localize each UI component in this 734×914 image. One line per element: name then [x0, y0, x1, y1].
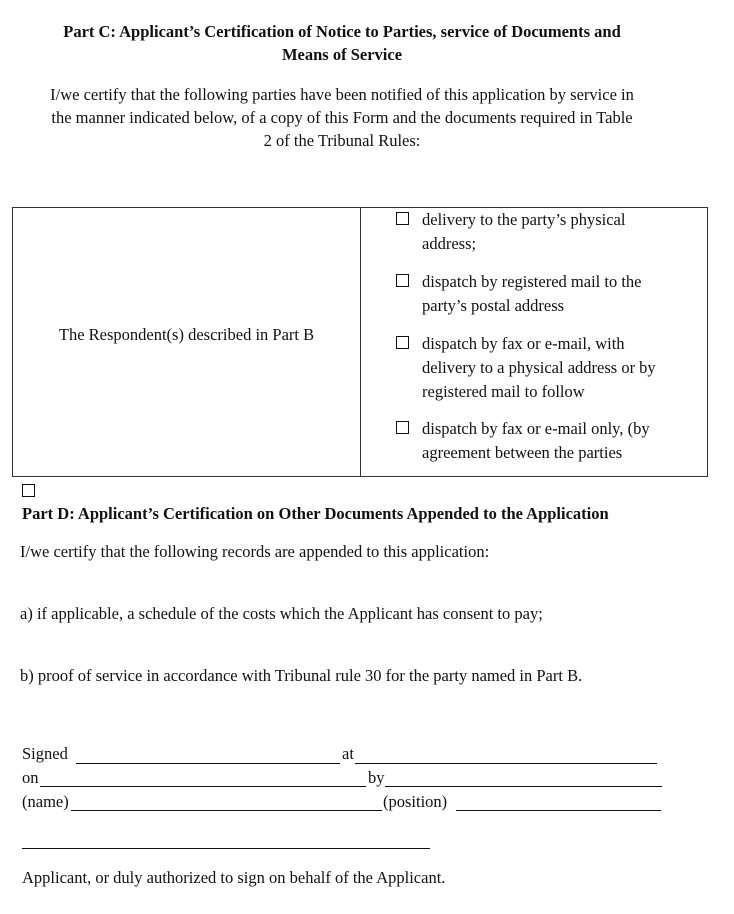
service-option-label: dispatch by fax or e-mail only, (by agreement between the parties: [422, 419, 650, 462]
service-option-physical[interactable]: [396, 208, 696, 256]
signature-footer: Applicant, or duly authorized to sign on behalf of the Applicant.: [22, 868, 446, 887]
part-c-intro-line1: I/we certify that the following parties have been notified of this application by service in: [50, 85, 634, 104]
part-c-intro-line2: the manner indicated below, of a copy of this Form and the documents required in Table: [51, 108, 633, 127]
respondent-cell: The Respondent(s) described in Part B: [58, 325, 315, 344]
by-line[interactable]: [385, 786, 662, 787]
by-label: by: [368, 768, 385, 787]
on-label: on: [22, 768, 39, 787]
part-c-intro: [22, 83, 662, 152]
part-d-title: Part D: Applicant’s Certification on Other Documents Appended to the Application: [22, 504, 609, 523]
service-table: [12, 207, 708, 477]
checkbox[interactable]: [396, 274, 409, 287]
part-d-item-a: a) if applicable, a schedule of the costs which the Applicant has consent to pay;: [20, 604, 543, 623]
at-line[interactable]: [355, 763, 657, 764]
checkbox[interactable]: [396, 421, 409, 434]
applicant-signature-line[interactable]: [22, 848, 430, 849]
part-c-title-line1: Part C: Applicant’s Certification of Notice to Parties, service of Documents and: [63, 22, 621, 41]
name-label: (name): [22, 792, 69, 811]
service-option-fax-with-delivery[interactable]: [396, 332, 696, 404]
position-label: (position): [383, 792, 448, 811]
position-line[interactable]: [456, 810, 661, 811]
table-divider: [360, 208, 361, 476]
checkbox[interactable]: [396, 212, 409, 225]
part-c-title: [0, 20, 684, 66]
name-line[interactable]: [71, 810, 382, 811]
service-option-registered-mail[interactable]: [396, 270, 696, 318]
part-c-intro-line3: 2 of the Tribunal Rules:: [263, 131, 421, 150]
service-option-fax-only[interactable]: [396, 417, 696, 465]
service-option-label: dispatch by fax or e-mail, with delivery to a physical address or by registered mail to follow: [422, 334, 656, 401]
at-label: at: [342, 744, 354, 763]
part-d-item-b: b) proof of service in accordance with Tribunal rule 30 for the party named in Part B.: [20, 666, 583, 685]
signed-label: Signed: [22, 744, 68, 763]
part-c-title-line2: Means of Service: [281, 45, 403, 64]
service-option-label: dispatch by registered mail to the party’s postal address: [422, 272, 642, 315]
signed-line[interactable]: [76, 763, 340, 764]
checkbox[interactable]: [396, 336, 409, 349]
part-d-checkbox[interactable]: [22, 484, 35, 497]
service-option-label: delivery to the party’s physical address;: [422, 210, 626, 253]
on-line[interactable]: [40, 786, 366, 787]
part-d-intro: I/we certify that the following records are appended to this application:: [20, 542, 490, 561]
